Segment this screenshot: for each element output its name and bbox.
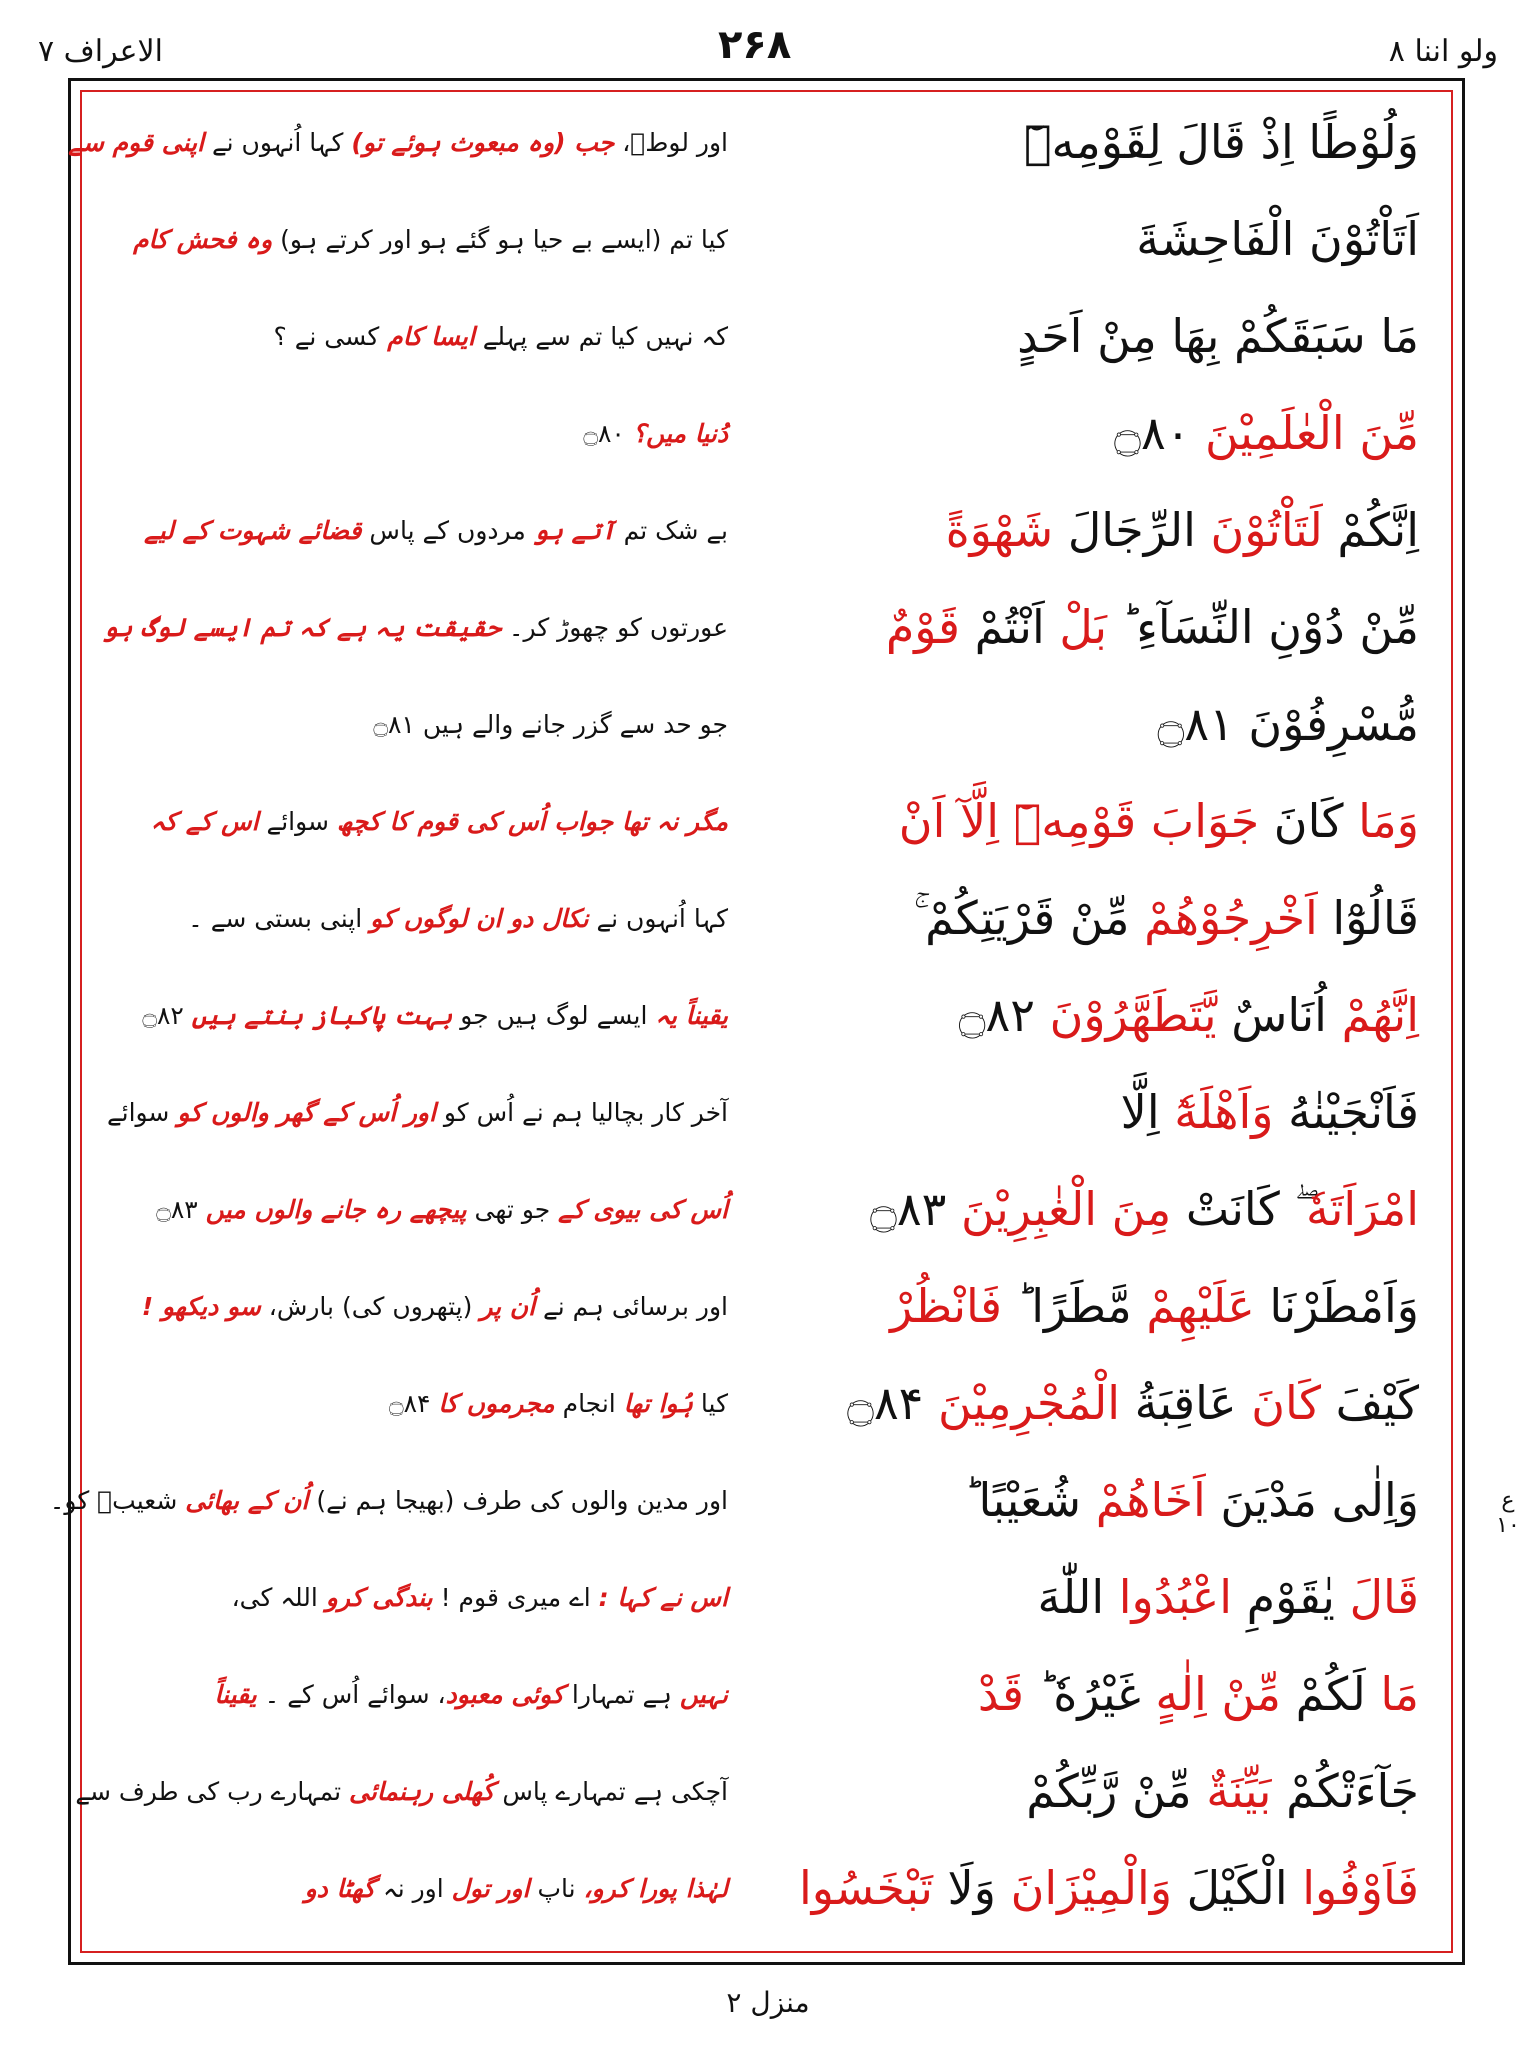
arabic-segment: مَّطَرًا ؕ: [1002, 1279, 1147, 1333]
arabic-segment: مِّنْ رَّبِّكُمْ: [1026, 1764, 1207, 1818]
verse-row: [80, 969, 1453, 1066]
arabic-segment: ۖ كَانَتْ: [1171, 1182, 1306, 1236]
urdu-segment: آچکی ہے تمہارے پاس: [494, 1777, 728, 1806]
urdu-segment: کہا اُنہوں نے: [588, 904, 728, 933]
urdu-segment: نہیں: [679, 1680, 728, 1709]
verse-row: [80, 1260, 1453, 1357]
urdu-segment: سو دیکھو !: [141, 1292, 261, 1321]
verse-row: [80, 193, 1453, 290]
urdu-segment: ، سوائے اُس کے ۔: [256, 1680, 446, 1709]
arabic-segment: اللّٰهَ: [1037, 1570, 1119, 1624]
arabic-segment: وَاَهْلَهٗٓ: [1174, 1085, 1274, 1139]
urdu-segment: کیا تم (ایسے بے حیا ہو گئے ہو اور کرتے ہو): [272, 225, 728, 254]
urdu-segment: اور نہ: [375, 1874, 452, 1903]
arabic-segment: وَلَا: [932, 1861, 1011, 1915]
urdu-segment: حقیقت یہ ہے کہ تم ایسے لوگ ہو: [103, 613, 501, 642]
arabic-verse-text: [779, 1751, 1419, 1831]
urdu-segment: گھٹا دو: [304, 1874, 376, 1903]
arabic-segment: اُنَاسٌ: [1216, 988, 1342, 1042]
verse-row: [80, 387, 1453, 484]
urdu-segment: ایسا کام: [387, 322, 475, 351]
page-header: [0, 22, 1536, 82]
verse-row: [80, 1648, 1453, 1745]
urdu-segment: دُنیا میں؟: [632, 419, 728, 448]
urdu-segment: یقیناً: [214, 1680, 257, 1709]
arabic-segment: مَا سَبَقَكُمْ بِهَا مِنْ اَحَدٍ: [1017, 309, 1419, 363]
arabic-segment: مَا: [1380, 1667, 1419, 1721]
arabic-segment: قَدْ: [977, 1667, 1025, 1721]
verse-row: [49, 1454, 1453, 1551]
urdu-segment: جب (وہ مبعوث ہوئے تو): [351, 128, 615, 157]
urdu-segment: عورتوں کو چھوڑ کر۔: [500, 613, 728, 642]
urdu-segment: قضائے شہوت کے لیے: [144, 516, 362, 545]
urdu-segment: تمہارے رب کی طرف سے: [75, 1777, 349, 1806]
arabic-verse-text: [779, 684, 1419, 764]
urdu-segment: ہُوا تھا: [623, 1389, 693, 1418]
arabic-segment: قَوْمٌ: [885, 600, 961, 654]
arabic-segment: اعْبُدُوا: [1118, 1570, 1232, 1624]
arabic-segment: تَبْخَسُوا: [798, 1861, 933, 1915]
urdu-translation-text: [108, 797, 728, 847]
urdu-segment: کہا اُنہوں نے: [204, 128, 352, 157]
verse-row: [80, 678, 1453, 775]
surah-name: الاعراف ۷: [38, 34, 163, 69]
urdu-segment: اس کے کہ: [150, 807, 259, 836]
urdu-translation-text: [108, 1573, 728, 1623]
arabic-segment: وَلُوْطًا اِذْ قَالَ لِقَوْمِهٖٓ: [1023, 115, 1419, 169]
arabic-verse-text: [779, 1266, 1419, 1346]
urdu-segment: شعیبؑ کو۔: [49, 1486, 186, 1515]
urdu-segment: اور مدین والوں کی طرف (بھیجا ہم نے): [308, 1486, 728, 1515]
arabic-verse-text: [779, 1848, 1419, 1928]
arabic-verse-text: [779, 587, 1419, 667]
arabic-segment: جَآءَتْكُمْ: [1271, 1764, 1419, 1818]
urdu-segment: جو حد سے گزر جانے والے ہیں ۝۸۱: [373, 710, 728, 739]
arabic-segment: مِّنْ قَرْيَتِكُمْ ۚ: [913, 891, 1145, 945]
urdu-segment: مگر نہ تھا: [613, 807, 728, 836]
urdu-segment: نکال دو ان لوگوں کو: [370, 904, 589, 933]
arabic-segment: اِنَّكُمْ: [1322, 503, 1419, 557]
urdu-segment: یقیناً یہ: [655, 1001, 728, 1030]
verse-row: [75, 1745, 1453, 1842]
arabic-segment: يٰقَوْمِ: [1232, 1570, 1350, 1624]
urdu-translation-text: [108, 506, 728, 556]
arabic-segment: اَتَاْتُوْنَ الْفَاحِشَةَ: [1136, 212, 1419, 266]
urdu-translation-text: [75, 1767, 728, 1817]
verse-rows: [49, 96, 1453, 1946]
verse-row: [80, 484, 1453, 581]
arabic-segment: امْرَاَتَهٗ: [1305, 1182, 1419, 1236]
urdu-segment: جو تھی: [466, 1195, 559, 1224]
urdu-segment: اے میری قوم !: [432, 1583, 599, 1612]
arabic-verse-text: [779, 1169, 1419, 1249]
urdu-segment: بندگی کرو: [325, 1583, 433, 1612]
arabic-segment: كَيْفَ: [1320, 1376, 1419, 1430]
arabic-segment: قَالَ: [1349, 1570, 1419, 1624]
arabic-segment: ۝۸۴: [847, 1376, 938, 1430]
urdu-segment: اُن کے بھائی: [185, 1486, 309, 1515]
arabic-segment: كَانَ: [1259, 794, 1359, 848]
arabic-segment: وَاِلٰى مَدْيَنَ: [1205, 1473, 1419, 1527]
urdu-segment: سوائے: [106, 1098, 178, 1127]
urdu-translation-text: [108, 700, 728, 750]
urdu-translation-text: [49, 1476, 728, 1526]
urdu-segment: کہ نہیں کیا تم سے پہلے: [474, 322, 728, 351]
urdu-translation-text: [108, 1670, 728, 1720]
urdu-segment: اور لوطؑ،: [614, 128, 728, 157]
arabic-segment: يَّتَطَهَّرُوْنَ: [1049, 988, 1217, 1042]
urdu-segment: مجرموں کا: [438, 1389, 555, 1418]
arabic-segment: اَخَاهُمْ: [1095, 1473, 1206, 1527]
urdu-segment: اپنی بستی سے ۔: [188, 904, 371, 933]
arabic-verse-text: [779, 490, 1419, 570]
urdu-segment: اور برسائی ہم نے: [535, 1292, 728, 1321]
urdu-translation-text: [108, 991, 728, 1041]
arabic-segment: اَنْتُمْ: [960, 600, 1060, 654]
page-number: ۲۶۸: [718, 22, 792, 68]
arabic-segment: فَانْظُرْ: [890, 1279, 1003, 1333]
arabic-verse-text: [779, 1363, 1419, 1443]
verse-row: [68, 96, 1453, 193]
urdu-translation-text: [108, 894, 728, 944]
arabic-segment: لَكُمْ: [1281, 1667, 1381, 1721]
arabic-segment: عَاقِبَةُ: [1120, 1376, 1252, 1430]
arabic-verse-text: [779, 1557, 1419, 1637]
urdu-segment: کیا: [692, 1389, 728, 1418]
arabic-segment: الْمُجْرِمِيْنَ: [938, 1376, 1121, 1430]
urdu-segment: ۝۸۲: [142, 1001, 192, 1030]
urdu-segment: کُھلی رہنمائی: [349, 1777, 495, 1806]
arabic-segment: بَيِّنَةٌ: [1206, 1764, 1272, 1818]
arabic-segment: الْكَيْلَ: [1172, 1861, 1303, 1915]
manzil-footer: منزل ۲: [726, 1986, 810, 2019]
arabic-segment: فَاَنْجَيْنٰهُ: [1273, 1085, 1419, 1139]
urdu-segment: کوئی معبود: [445, 1680, 564, 1709]
arabic-segment: جَوَابَ قَوْمِهٖٓ اِلَّآ اَنْ: [898, 794, 1260, 848]
urdu-translation-text: [108, 1088, 728, 1138]
arabic-verse-text: [779, 878, 1419, 958]
arabic-segment: غَيْرُهٗ ؕ: [1024, 1667, 1156, 1721]
arabic-segment: ۝۸۰: [1114, 406, 1205, 460]
arabic-verse-text: [779, 393, 1419, 473]
urdu-segment: اُس کی بیوی کے: [558, 1195, 728, 1224]
verse-row: [80, 1066, 1453, 1163]
arabic-segment: الرِّجَالَ: [1053, 503, 1211, 557]
urdu-segment: اُن پر: [480, 1292, 536, 1321]
urdu-segment: جواب اُس کی قوم کا کچھ: [336, 807, 614, 836]
urdu-translation-text: [108, 409, 728, 459]
urdu-segment: اللہ کی،: [231, 1583, 326, 1612]
verse-row: [80, 872, 1453, 969]
arabic-segment: عَلَيْهِمْ: [1146, 1279, 1255, 1333]
arabic-segment: شَهْوَةً: [945, 503, 1054, 557]
arabic-segment: اَخْرِجُوْهُمْ: [1144, 891, 1318, 945]
arabic-segment: مِّنْ اِلٰهٍ: [1155, 1667, 1282, 1721]
urdu-translation-text: [108, 312, 728, 362]
urdu-segment: بے شک تم: [615, 516, 728, 545]
urdu-segment: ۝۸۳: [156, 1195, 206, 1224]
arabic-segment: اِنَّهُمْ: [1341, 988, 1419, 1042]
arabic-segment: كَانَ: [1251, 1376, 1321, 1430]
urdu-translation-text: [68, 118, 728, 168]
arabic-verse-text: [779, 102, 1419, 182]
arabic-segment: مِّنْ دُوْنِ النِّسَآءِ ؕ: [1107, 600, 1419, 654]
urdu-segment: وہ فحش کام: [133, 225, 273, 254]
arabic-verse-text: [779, 975, 1419, 1055]
urdu-translation-text: [108, 1379, 728, 1429]
arabic-segment: لَتَاْتُوْنَ: [1210, 503, 1323, 557]
arabic-segment: ۝۸۳: [869, 1182, 961, 1236]
urdu-translation-text: [108, 1282, 728, 1332]
urdu-segment: اور اُس کے گھر والوں کو: [177, 1098, 436, 1127]
urdu-segment: اپنی قوم سے: [68, 128, 204, 157]
arabic-verse-text: [779, 1072, 1419, 1152]
urdu-segment: انجام: [554, 1389, 624, 1418]
urdu-segment: ناپ: [529, 1874, 584, 1903]
urdu-segment: اور تول: [451, 1874, 530, 1903]
arabic-segment: اِلَّا: [1120, 1085, 1175, 1139]
arabic-segment: مُّسْرِفُوْنَ ۝۸۱: [1157, 697, 1419, 751]
urdu-segment: بہت پاکباز بنتے ہیں: [191, 1001, 453, 1030]
urdu-translation-text: [108, 1185, 728, 1235]
arabic-verse-text: [779, 199, 1419, 279]
urdu-segment: (پتھروں کی) بارش،: [260, 1292, 481, 1321]
urdu-segment: سوائے: [258, 807, 337, 836]
arabic-verse-text: [779, 781, 1419, 861]
arabic-segment: بَلْ: [1059, 600, 1108, 654]
arabic-verse-text: [779, 1654, 1419, 1734]
urdu-segment: مردوں کے پاس: [361, 516, 534, 545]
arabic-segment: فَاَوْفُوا: [1302, 1861, 1419, 1915]
verse-row: [80, 1163, 1453, 1260]
arabic-segment: مِّنَ الْعٰلَمِيْنَ: [1205, 406, 1419, 460]
arabic-segment: وَالْمِيْزَانَ: [1010, 1861, 1173, 1915]
arabic-segment: مِنَ الْغٰبِرِيْنَ: [960, 1182, 1172, 1236]
verse-row: [80, 1842, 1453, 1939]
verse-row: [80, 775, 1453, 872]
urdu-segment: اس نے کہا :: [598, 1583, 728, 1612]
urdu-segment: لہٰذا پورا کرو،: [583, 1874, 728, 1903]
urdu-segment: ۝۸۴: [388, 1389, 439, 1418]
verse-row: [80, 581, 1453, 678]
urdu-segment: پیچھے رہ جانے والوں میں: [205, 1195, 467, 1224]
juz-name: ولو اننا ۸: [1388, 34, 1498, 69]
verse-row: [80, 290, 1453, 387]
arabic-verse-text: [779, 296, 1419, 376]
arabic-segment: قَالُوْٓا: [1317, 891, 1419, 945]
verse-row: [80, 1357, 1453, 1454]
urdu-segment: ۝۸۰: [583, 419, 633, 448]
urdu-translation-text: [108, 215, 728, 265]
urdu-segment: آتے ہو: [533, 516, 616, 545]
arabic-segment: وَاَمْطَرْنَا: [1254, 1279, 1419, 1333]
arabic-segment: ۝۸۲: [958, 988, 1050, 1042]
arabic-segment: وَمَا: [1358, 794, 1419, 848]
verse-row: [80, 1551, 1453, 1648]
ruku-marker: ع ۱۰: [1496, 1488, 1520, 1538]
urdu-segment: آخر کار بچالیا ہم نے اُس کو: [435, 1098, 728, 1127]
urdu-segment: کسی نے ؟: [273, 322, 388, 351]
urdu-segment: ہے تمہارا: [563, 1680, 680, 1709]
urdu-segment: ایسے لوگ ہیں جو: [452, 1001, 656, 1030]
urdu-translation-text: [108, 1864, 728, 1914]
urdu-translation-text: [103, 603, 728, 653]
arabic-segment: شُعَيْبًا ؕ: [963, 1473, 1096, 1527]
arabic-verse-text: [779, 1460, 1419, 1540]
